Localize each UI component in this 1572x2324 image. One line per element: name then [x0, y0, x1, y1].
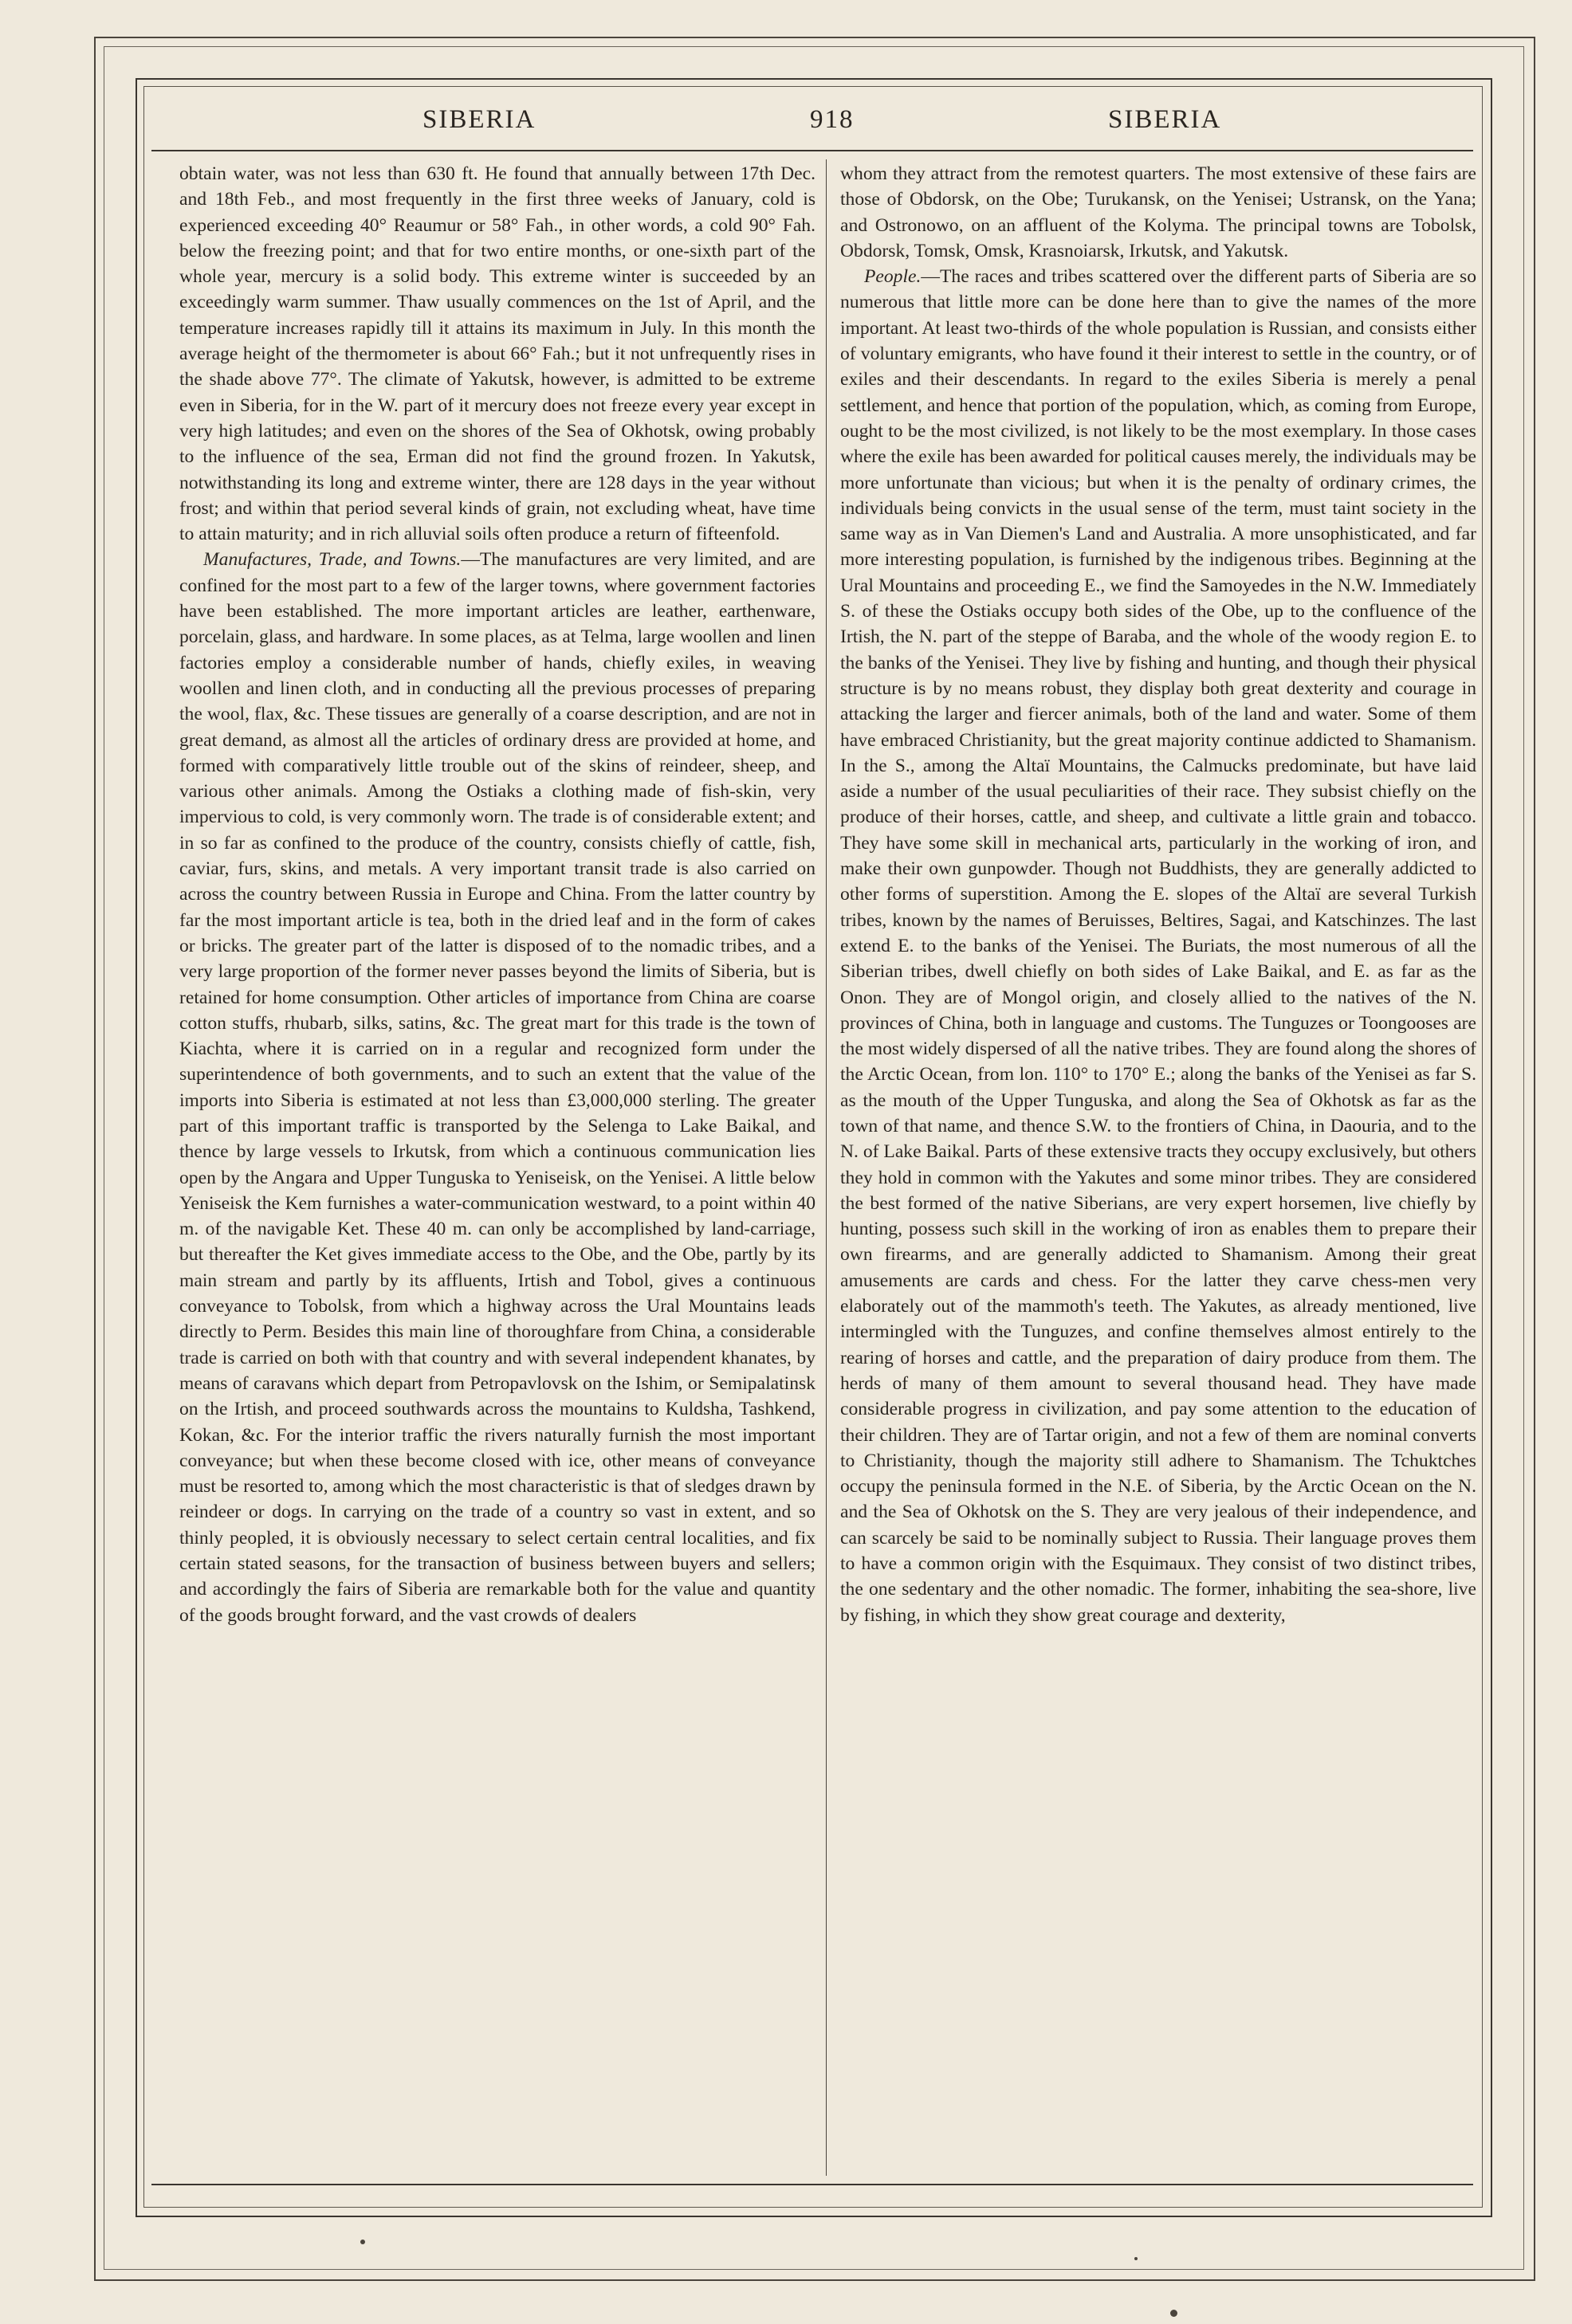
header-left-title: SIBERIA: [422, 105, 536, 134]
paragraph-manufactures-body: —The manufactures are very limited, and are confined for the most part to a few of the larger towns, where government factories have been established. The more important articles are leather, earthenware, porcelain, glass, and hardware. In some places, as at Telma, large woollen and linen factories employ a considerable number of hands, chiefly exiles, in weaving woollen and linen cloth, and in conducting all the previous processes of preparing the wool, flax, &c. These tissues are generally of a coarse description, and are not in great demand, as almost all the articles of ordinary dress are provided at home, and formed with comparatively little trouble out of the skins of reindeer, sheep, and various other animals. Among the Ostiaks a clothing made of fish-skin, very impervious to cold, is very commonly worn. The trade is of considerable extent; and in so far as confined to the produce of the country, consists chiefly of cattle, fish, caviar, furs, skins, and metals. A very important transit trade is also carried on across the country between Russia in Europe and China. From the latter country by far the most important article is tea, both in the dried leaf and in the form of cakes or bricks. The greater part of the latter is disposed of to the nomadic tribes, and a very large proportion of the former never passes beyond the limits of Siberia, but is retained for home consumption. Other articles of importance from China are coarse cotton stuffs, rhubarb, silks, satins, &c. The great mart for this trade is the town of Kiachta, where it is carried on in a regular and recognized form under the superintendence of both governments, and to such an extent that the value of the imports into Siberia is estimated at not less than £3,000,000 sterling. The greater part of this important traffic is transported by the Selenga to Lake Baikal, and thence by large vessels to Irkutsk, from which a continuous communication lies open by the Angara and Upper Tunguska to Yeniseisk, on the Yenisei. A little below Yeniseisk the Kem furnishes a water-communication westward, to a point within 40 m. of the navigable Ket. These 40 m. can only be accomplished by land-carriage, but thereafter the Ket gives immediate access to the Obe, and the Obe, partly by its main stream and partly by its affluents, Irtish and Tobol, gives a continuous conveyance to Tobolsk, from which a highway across the Ural Mountains leads directly to Perm. Besides this main line of thoroughfare from China, a considerable trade is carried on both with that country and with several independent khanates, by means of caravans which depart from Petropavlovsk on the Ishim, or Semipalatinsk on the Irtish, and proceed southwards across the mountains to Kuldsha, Tashkend, Kokan, &c. For the interior traffic the rivers naturally furnish the most important conveyance; but when these become closed with ice, other means of conveyance must be resorted to, among which the most characteristic is that of sledges drawn by reindeer or dogs. In carrying on the trade of a country so vast in extent, and so thinly peopled, it is obviously necessary to select certain central localities, and fix certain stated seasons, for the transaction of business between buyers and sellers; and accordingly the fairs of Siberia are remarkable both for the value and quantity of the goods brought forward, and the vast crowds of dealers: [179, 549, 816, 1626]
right-column: [840, 161, 1476, 1628]
running-header: [151, 105, 1473, 145]
header-rule: [151, 150, 1473, 151]
header-right-title: SIBERIA: [1108, 105, 1222, 134]
section-heading-manufactures: Manufactures, Trade, and Towns.: [203, 549, 462, 571]
page-number: 918: [810, 105, 855, 134]
paragraph-climate-continued: obtain water, was not less than 630 ft. He found that annually between 17th Dec. and 18th Feb., and most frequently in the first three weeks of January, cold is experienced exceeding 40° Reaumur or 58° Fah., in other words, a cold 90° Fah. below the freezing point; and that for two entire months, or one-sixth part of the whole year, mercury is a solid body. This extreme winter is succeeded by an exceedingly warm summer. Thaw usually commences on the 1st of April, and the temperature increases rapidly till it attains its maximum in July. In this month the average height of the thermometer is about 66° Fah.; but it not unfrequently rises in the shade above 77°. The climate of Yakutsk, however, is admitted to be extreme even in Siberia, for in the W. part of it mercury does not freeze every year except in very high latitudes; and even on the shores of the Sea of Okhotsk, owing probably to the influence of the sea, Erman did not find the ground frozen. In Yakutsk, notwithstanding its long and extreme winter, there are 128 days in the year without frost; and within that period several kinds of grain, not excluding wheat, have time to attain maturity; and in rich alluvial soils often produce a return of fifteenfold.: [179, 163, 815, 545]
ink-speck: [1170, 2310, 1177, 2317]
column-divider: [826, 159, 827, 2176]
paragraph-people: [840, 264, 1476, 1628]
section-heading-people: People.: [864, 266, 922, 288]
paragraph-fairs-continued: whom they attract from the remotest quarters. The most extensive of these fairs are those of Obdorsk, on the Obe; Turukansk, on the Yenisei; Ustransk, on the Yana; and Ostronowo, on an affluent of the Kolyma. The principal towns are Tobolsk, Obdorsk, Tomsk, Omsk, Krasnoiarsk, Irkutsk, and Yakutsk.: [840, 163, 1476, 261]
paragraph-people-body: —The races and tribes scattered over the different parts of Siberia are so numerous that little more can be done here than to give the names of the more important. At least two-thirds of the whole population is Russian, and consists either of voluntary emigrants, who have found it their interest to settle in the country, or of exiles and their descendants. In regard to the exiles Siberia is merely a penal settlement, and hence that portion of the population, which, as coming from Europe, ought to be the most civilized, is not likely to be the most exemplary. In those cases where the exile has been awarded for political causes merely, the individuals may be more unfortunate than vicious; but when it is the penalty of ordinary crimes, the individuals being convicts in the usual sense of the term, must taint society in the same way as in Van Diemen's Land and Australia. A more unsophisticated, and far more interesting population, is furnished by the indigenous tribes. Beginning at the Ural Mountains and proceeding E., we find the Samoyedes in the N.W. Immediately S. of these the Ostiaks occupy both sides of the Obe, up to the confluence of the Irtish, the N. part of the steppe of Baraba, and the whole of the woody region E. to the banks of the Yenisei. They live by fishing and hunting, and though their physical structure is by no means robust, they display both great dexterity and courage in attacking the larger and fiercer animals, both of the land and water. Some of them have embraced Christianity, but the great majority continue addicted to Shamanism. In the S., among the Altaï Mountains, the Calmucks predominate, but have laid aside a number of the usual peculiarities of their race. They subsist chiefly on the produce of their horses, cattle, and sheep, and cultivate a little grain and tobacco. They have some skill in mechanical arts, particularly in the working of iron, and make their own gunpowder. Though not Buddhists, they are generally addicted to other forms of superstition. Among the E. slopes of the Altaï are several Turkish tribes, known by the names of Beruisses, Beltires, Sagai, and Katschinzes. The last extend E. to the banks of the Yenisei. The Buriats, the most numerous of all the Siberian tribes, dwell chiefly on both sides of Lake Baikal, and E. as far as the Onon. They are of Mongol origin, and closely allied to the natives of the N. provinces of China, both in language and customs. The Tunguzes or Toongooses are the most widely dispersed of all the native tribes. They are found along the shores of the Arctic Ocean, from lon. 110° to 170° E.; along the banks of the Yenisei as far S. as the mouth of the Upper Tunguska, and along the Sea of Okhotsk as far as the town of that name, and thence S.W. to the frontiers of China, in Daouria, and to the N. of Lake Baikal. Parts of these extensive tracts they occupy exclusively, but others they hold in common with the Yakutes and some minor tribes. They are considered the best formed of the native Siberians, are very expert horsemen, live chiefly by hunting, possess such skill in the working of iron as enables them to prepare their own firearms, and are generally addicted to Shamanism. Among their great amusements are cards and chess. For the latter they carve chess-men very elaborately out of the mammoth's teeth. The Yakutes, as already mentioned, live intermingled with the Tunguzes, and confine themselves almost entirely to the rearing of horses and cattle, and the preparation of dairy produce from them. The herds of many of them amount to several thousand head. They have made considerable progress in civilization, and pay some attention to the education of their children. They are of Tartar origin, and not a few of them are nominal converts to Christianity, though the majority still adhere to Shamanism. The Tchuktches occupy the peninsula formed in the N.E. of Siberia, by the Arctic Ocean on the N. and the Sea of Okhotsk on the S. They are very jealous of their independence, and can scarcely be said to be nominally subject to Russia. Their language proves them to have a common origin with the Esquimaux. They consist of two distinct tribes, the one sedentary and the other nomadic. The former, inhabiting the sea-shore, live by fishing, in which they show great courage and dexterity,: [840, 266, 1476, 1626]
ink-speck: [360, 2240, 365, 2244]
footer-rule: [151, 2184, 1473, 2185]
left-column: [179, 161, 815, 1628]
ink-speck: [1134, 2257, 1138, 2260]
paragraph-manufactures: [179, 547, 815, 1627]
